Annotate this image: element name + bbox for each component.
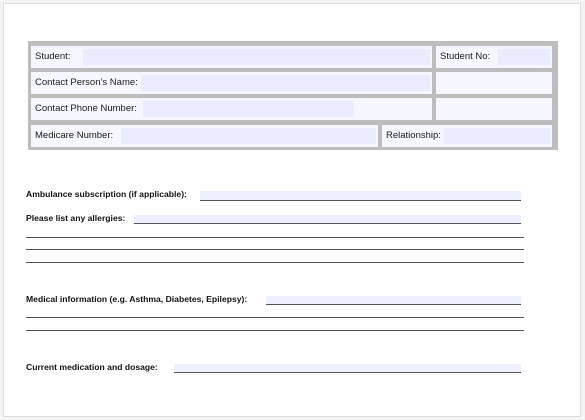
- student-input-area[interactable]: [83, 49, 430, 65]
- medical-input-line[interactable]: [266, 304, 521, 305]
- medical-line-2[interactable]: [26, 317, 524, 318]
- contact-name-input-area[interactable]: [141, 75, 430, 91]
- student-no-input-area[interactable]: [498, 49, 550, 65]
- contact-phone-input-area[interactable]: [143, 101, 354, 117]
- relationship-input-area[interactable]: [444, 128, 550, 144]
- medicare-input-area[interactable]: [121, 128, 376, 144]
- student-no-label: Student No:: [440, 51, 491, 62]
- relationship-field[interactable]: [382, 125, 552, 147]
- contact-phone-label: Contact Phone Number:: [35, 103, 137, 114]
- contact-phone-field[interactable]: [31, 98, 432, 120]
- medical-label: Medical information (e.g. Asthma, Diabetes, Epilepsy):: [26, 294, 248, 304]
- allergies-line-2[interactable]: [26, 237, 524, 238]
- student-field[interactable]: [31, 46, 432, 68]
- ambulance-label: Ambulance subscription (if applicable):: [26, 189, 187, 199]
- allergies-label: Please list any allergies:: [26, 213, 126, 223]
- medication-label: Current medication and dosage:: [26, 362, 158, 372]
- allergies-line-4[interactable]: [26, 262, 524, 263]
- medical-line-3[interactable]: [26, 330, 524, 331]
- student-label: Student:: [35, 51, 71, 62]
- contact-phone-extra-field[interactable]: [436, 98, 552, 120]
- allergies-input-line[interactable]: [134, 223, 521, 224]
- relationship-label: Relationship:: [386, 130, 441, 141]
- contact-name-label: Contact Person’s Name:: [35, 77, 138, 88]
- contact-name-field[interactable]: [31, 72, 432, 94]
- ambulance-input-shade[interactable]: [200, 191, 521, 200]
- contact-name-extra-field[interactable]: [436, 72, 552, 94]
- form-page: [3, 3, 581, 417]
- medicare-field[interactable]: [31, 125, 378, 147]
- medicare-label: Medicare Number:: [35, 130, 114, 141]
- medication-input-line[interactable]: [174, 372, 521, 373]
- allergies-line-3[interactable]: [26, 249, 524, 250]
- student-details-box: [28, 41, 558, 150]
- ambulance-input-line[interactable]: [200, 200, 521, 201]
- student-no-field[interactable]: [436, 46, 552, 68]
